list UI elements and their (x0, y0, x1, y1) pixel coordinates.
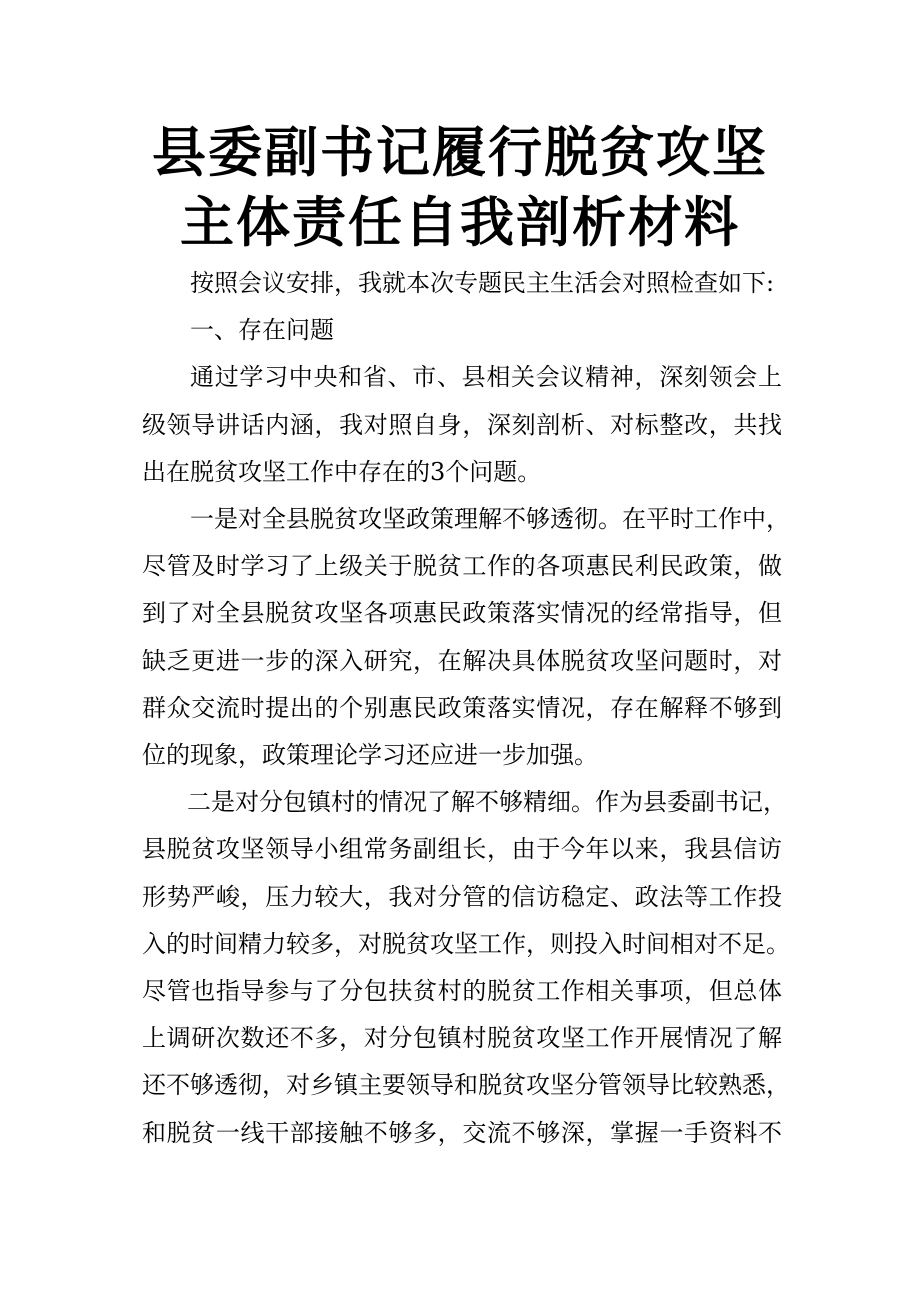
text-line: 形势严峻，压力较大，我对分管的信访稳定、政法等工作投 (142, 882, 782, 911)
text-line: 还不够透彻，对乡镇主要领导和脱贫攻坚分管领导比较熟悉， (142, 1071, 790, 1100)
text-line: 二是对分包镇村的情况了解不够精细。作为县委副书记， (187, 788, 787, 817)
text-line: 县脱贫攻坚领导小组常务副组长，由于今年以来，我县信访 (142, 835, 782, 864)
text-line: 位的现象，政策理论学习还应进一步加强。 (142, 741, 598, 770)
text-line: 入的时间精力较多，对脱贫攻坚工作，则投入时间相对不足。 (142, 929, 790, 958)
paragraph-issue-2 (142, 779, 790, 1157)
text-line: 上调研次数还不多，对分包镇村脱贫攻坚工作开展情况了解 (142, 1024, 782, 1053)
text-line: 尽管也指导参与了分包扶贫村的脱贫工作相关事项，但总体 (142, 977, 782, 1006)
document-body (142, 260, 790, 1157)
text-line: 到了对全县脱贫攻坚各项惠民政策落实情况的经常指导，但 (142, 599, 782, 628)
text-line: 按照会议安排，我就本次专题民主生活会对照检查如下: (190, 269, 775, 297)
text-line: 通过学习中央和省、市、县相关会议精神，深刻领会上 (190, 363, 782, 392)
text-line: 尽管及时学习了上级关于脱贫工作的各项惠民利民政策，做 (142, 552, 782, 581)
text-line: 级领导讲话内涵，我对照自身，深刻剖析、对标整改，共找 (142, 410, 782, 439)
text-line: 一、存在问题 (190, 316, 334, 345)
paragraph-issue-1 (142, 496, 790, 779)
title-line-2: 主体责任自我剖析材料 (180, 191, 740, 254)
text-line: 缺乏更进一步的深入研究，在解决具体脱贫攻坚问题时，对 (142, 646, 782, 675)
text-line: 群众交流时提出的个别惠民政策落实情况，存在解释不够到 (142, 693, 782, 722)
document-title (0, 118, 920, 258)
text-line: 和脱贫一线干部接触不够多，交流不够深，掌握一手资料不 (142, 1118, 782, 1147)
paragraph-intro (142, 260, 782, 307)
text-line: 出在脱贫攻坚工作中存在的3个问题。 (142, 457, 542, 486)
title-line-1: 县委副书记履行脱贫攻坚 (152, 121, 768, 184)
section-heading (142, 307, 782, 354)
text-line: 一是对全县脱贫攻坚政策理解不够透彻。在平时工作中， (190, 505, 790, 534)
paragraph-overview (142, 354, 782, 496)
